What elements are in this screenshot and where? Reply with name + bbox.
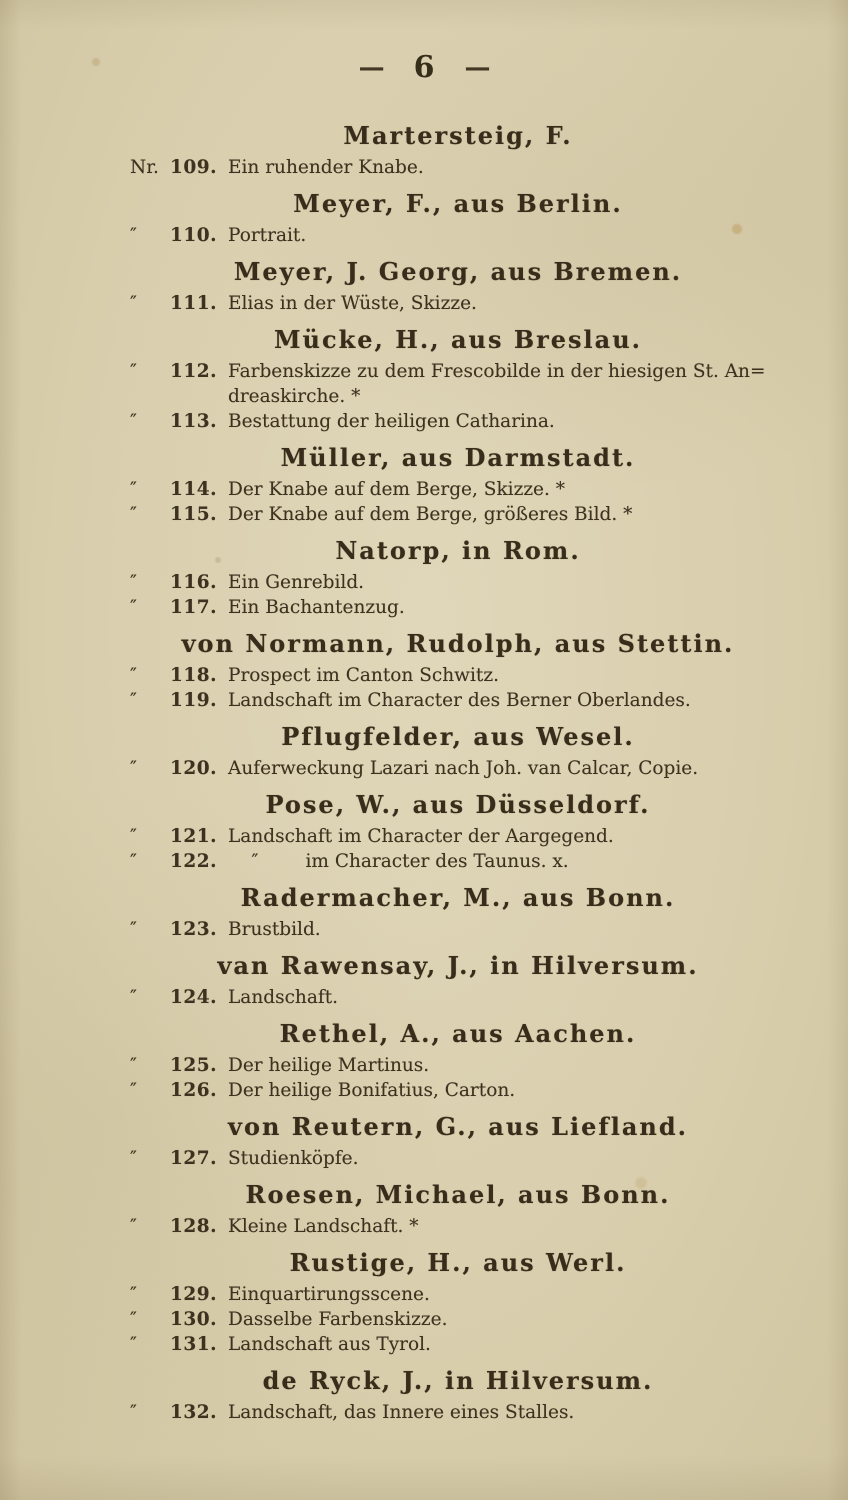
item-number: 119. xyxy=(170,690,218,711)
item-number: 128. xyxy=(170,1216,218,1237)
artist-heading: Pose, W., aus Düsseldorf. xyxy=(265,790,651,819)
section-items xyxy=(128,985,788,1010)
artist-heading: Rustige, H., aus Werl. xyxy=(289,1248,627,1277)
item-line: Landschaft. xyxy=(228,987,339,1008)
item-text xyxy=(228,595,788,620)
catalog-item xyxy=(128,291,788,316)
item-number: 121. xyxy=(170,826,218,847)
catalog-item xyxy=(128,688,788,713)
artist-section xyxy=(128,257,788,316)
item-number: 124. xyxy=(170,987,218,1008)
catalog-item xyxy=(128,477,788,502)
section-items xyxy=(128,1214,788,1239)
section-items xyxy=(128,477,788,527)
item-line: Der heilige Bonifatius, Carton. xyxy=(228,1080,516,1101)
item-prefix: ″ xyxy=(130,1309,137,1330)
artist-heading: Radermacher, M., aus Bonn. xyxy=(240,883,676,912)
artist-section xyxy=(128,883,788,942)
item-number: 115. xyxy=(170,504,218,525)
item-number: 123. xyxy=(170,919,218,940)
section-items xyxy=(128,223,788,248)
catalog-item xyxy=(128,824,788,849)
item-prefix: ″ xyxy=(130,851,137,872)
item-text xyxy=(228,291,788,316)
item-prefix: ″ xyxy=(130,361,137,382)
item-number: 127. xyxy=(170,1148,218,1169)
page-number: 6 xyxy=(413,50,435,85)
artist-section xyxy=(128,536,788,620)
catalog-item xyxy=(128,570,788,595)
artist-heading: Martersteig, F. xyxy=(343,121,573,150)
section-items xyxy=(128,1400,788,1425)
section-items xyxy=(128,155,788,180)
item-text xyxy=(228,1146,788,1171)
artist-heading: Meyer, J. Georg, aus Bremen. xyxy=(233,257,683,286)
catalog-item xyxy=(128,409,788,434)
item-prefix: ″ xyxy=(130,826,137,847)
item-line: Landschaft, das Innere eines Stalles. xyxy=(228,1402,575,1423)
item-number: 120. xyxy=(170,758,218,779)
item-line: Bestattung der heiligen Catharina. xyxy=(228,411,555,432)
item-prefix: ″ xyxy=(130,1284,137,1305)
item-prefix: ″ xyxy=(130,1080,137,1101)
item-text xyxy=(228,1053,788,1078)
catalog-item xyxy=(128,985,788,1010)
item-prefix: ″ xyxy=(130,504,137,525)
item-line: Farbenskizze zu dem Frescobilde in der hiesigen St. An= xyxy=(228,361,766,382)
item-text xyxy=(228,1400,788,1425)
section-items xyxy=(128,1146,788,1171)
artist-heading: Mücke, H., aus Breslau. xyxy=(273,325,643,354)
item-line: Ein ruhender Knabe. xyxy=(228,157,424,178)
item-prefix: ″ xyxy=(130,1334,137,1355)
catalog-item xyxy=(128,1307,788,1332)
item-text xyxy=(228,1078,788,1103)
catalog-item xyxy=(128,1332,788,1357)
item-text xyxy=(228,756,788,781)
item-text xyxy=(228,570,788,595)
item-line: Ein Bachantenzug. xyxy=(228,597,405,618)
catalog-item xyxy=(128,917,788,942)
catalog-item xyxy=(128,1146,788,1171)
item-line: Der Knabe auf dem Berge, größeres Bild. * xyxy=(228,504,633,525)
section-items xyxy=(128,756,788,781)
item-prefix: ″ xyxy=(130,758,137,779)
catalog-item xyxy=(128,1400,788,1425)
item-line: Dasselbe Farbenskizze. xyxy=(228,1309,448,1330)
catalog-item xyxy=(128,849,788,874)
artist-section xyxy=(128,1112,788,1171)
item-prefix: ″ xyxy=(130,225,137,246)
section-items xyxy=(128,824,788,874)
item-text xyxy=(228,985,788,1010)
section-items xyxy=(128,570,788,620)
catalog-item xyxy=(128,502,788,527)
item-text xyxy=(228,663,788,688)
item-text xyxy=(228,1307,788,1332)
catalog-item xyxy=(128,663,788,688)
item-prefix: ″ xyxy=(130,479,137,500)
artist-section xyxy=(128,629,788,713)
artist-section xyxy=(128,1019,788,1103)
artist-heading: Meyer, F., aus Berlin. xyxy=(293,189,623,218)
item-text xyxy=(228,155,788,180)
item-line: ″ im Character des Taunus. x. xyxy=(228,851,569,872)
artist-section xyxy=(128,189,788,248)
item-text xyxy=(228,477,788,502)
artist-section xyxy=(128,443,788,527)
item-line: Landschaft aus Tyrol. xyxy=(228,1334,431,1355)
catalog-item xyxy=(128,359,788,409)
item-text xyxy=(228,502,788,527)
item-number: 117. xyxy=(170,597,218,618)
catalog xyxy=(128,112,788,1425)
item-line: Brustbild. xyxy=(228,919,321,940)
section-items xyxy=(128,917,788,942)
item-text xyxy=(228,688,788,713)
item-text xyxy=(228,409,788,434)
item-prefix: ″ xyxy=(130,293,137,314)
catalog-item xyxy=(128,1053,788,1078)
item-text xyxy=(228,359,788,409)
item-line: Landschaft im Character der Aargegend. xyxy=(228,826,614,847)
item-number: 122. xyxy=(170,851,218,872)
section-items xyxy=(128,663,788,713)
catalog-item xyxy=(128,595,788,620)
item-number: 113. xyxy=(170,411,218,432)
item-line: Elias in der Wüste, Skizze. xyxy=(228,293,477,314)
item-number: 116. xyxy=(170,572,218,593)
item-line: Portrait. xyxy=(228,225,307,246)
item-text xyxy=(228,917,788,942)
item-number: 126. xyxy=(170,1080,218,1101)
artist-section xyxy=(128,790,788,874)
item-number: 109. xyxy=(170,157,218,178)
item-text xyxy=(228,824,788,849)
artist-heading: von Normann, Rudolph, aus Stettin. xyxy=(181,629,735,658)
artist-section xyxy=(128,1366,788,1425)
item-number: 114. xyxy=(170,479,218,500)
item-text xyxy=(228,849,788,874)
item-line: Studienköpfe. xyxy=(228,1148,359,1169)
item-line: Auferweckung Lazari nach Joh. van Calcar, Copie. xyxy=(228,758,699,779)
item-prefix: ″ xyxy=(130,1148,137,1169)
item-text xyxy=(228,1282,788,1307)
item-prefix: ″ xyxy=(130,1055,137,1076)
artist-heading: de Ryck, J., in Hilversum. xyxy=(262,1366,654,1395)
item-prefix: ″ xyxy=(130,987,137,1008)
artist-section xyxy=(128,1248,788,1357)
item-number: 112. xyxy=(170,361,218,382)
artist-heading: Müller, aus Darmstadt. xyxy=(280,443,636,472)
item-line: Ein Genrebild. xyxy=(228,572,365,593)
item-line: dreaskirche. * xyxy=(228,386,361,407)
item-line: Einquartirungsscene. xyxy=(228,1284,430,1305)
item-number: 125. xyxy=(170,1055,218,1076)
item-prefix: ″ xyxy=(130,1216,137,1237)
page-header xyxy=(0,50,848,85)
item-prefix: ″ xyxy=(130,665,137,686)
item-text xyxy=(228,223,788,248)
item-line: Landschaft im Character des Berner Oberlandes. xyxy=(228,690,691,711)
item-number: 130. xyxy=(170,1309,218,1330)
catalog-item xyxy=(128,223,788,248)
item-line: Prospect im Canton Schwitz. xyxy=(228,665,499,686)
item-number: 131. xyxy=(170,1334,218,1355)
catalog-item xyxy=(128,155,788,180)
item-number: 110. xyxy=(170,225,218,246)
artist-section xyxy=(128,121,788,180)
artist-heading: Pflugfelder, aus Wesel. xyxy=(281,722,635,751)
artist-heading: van Rawensay, J., in Hilversum. xyxy=(217,951,699,980)
header-right-dash: — xyxy=(464,52,490,83)
item-prefix: ″ xyxy=(130,919,137,940)
artist-heading: Rethel, A., aus Aachen. xyxy=(279,1019,637,1048)
item-number: 129. xyxy=(170,1284,218,1305)
item-line: Der Knabe auf dem Berge, Skizze. * xyxy=(228,479,566,500)
section-items xyxy=(128,291,788,316)
item-number: 118. xyxy=(170,665,218,686)
section-items xyxy=(128,1282,788,1357)
item-text xyxy=(228,1214,788,1239)
artist-section xyxy=(128,722,788,781)
item-prefix: Nr. xyxy=(130,157,159,178)
item-prefix: ″ xyxy=(130,1402,137,1423)
catalog-item xyxy=(128,756,788,781)
item-text xyxy=(228,1332,788,1357)
artist-heading: Natorp, in Rom. xyxy=(335,536,581,565)
item-number: 111. xyxy=(170,293,218,314)
catalog-item xyxy=(128,1282,788,1307)
artist-heading: von Reutern, G., aus Liefland. xyxy=(228,1112,688,1141)
item-prefix: ″ xyxy=(130,690,137,711)
item-number: 132. xyxy=(170,1402,218,1423)
section-items xyxy=(128,359,788,434)
artist-section xyxy=(128,951,788,1010)
item-line: Der heilige Martinus. xyxy=(228,1055,430,1076)
item-line: Kleine Landschaft. * xyxy=(228,1216,419,1237)
item-prefix: ″ xyxy=(130,597,137,618)
header-left-dash: — xyxy=(358,52,384,83)
item-prefix: ″ xyxy=(130,411,137,432)
artist-section xyxy=(128,325,788,434)
catalog-item xyxy=(128,1078,788,1103)
artist-heading: Roesen, Michael, aus Bonn. xyxy=(245,1180,671,1209)
artist-section xyxy=(128,1180,788,1239)
item-prefix: ″ xyxy=(130,572,137,593)
section-items xyxy=(128,1053,788,1103)
catalog-item xyxy=(128,1214,788,1239)
